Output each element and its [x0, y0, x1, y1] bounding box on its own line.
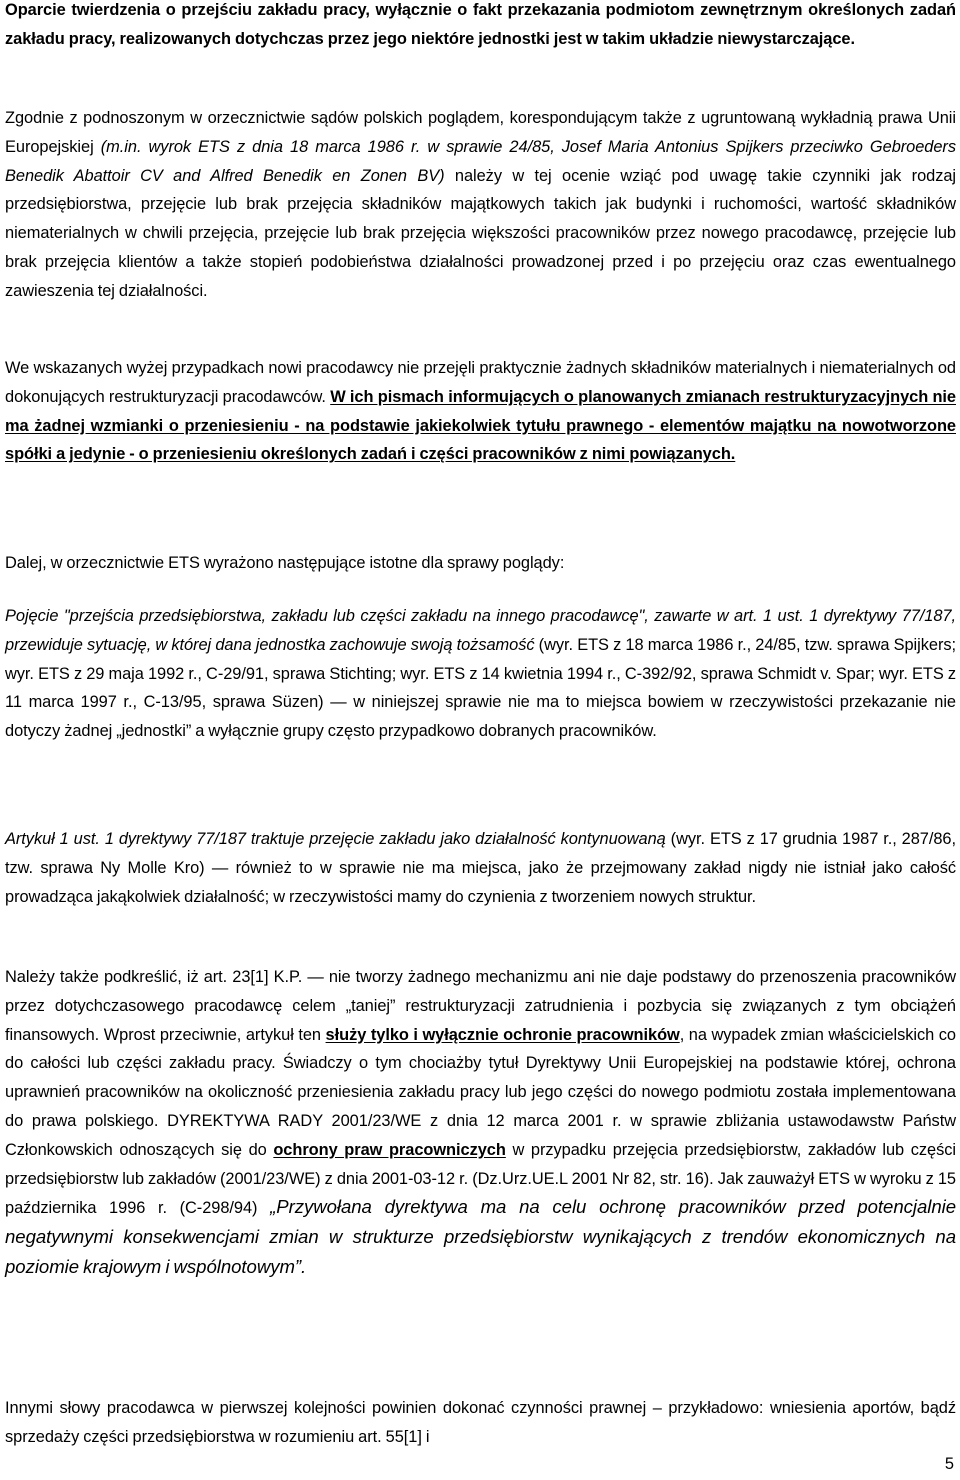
paragraph-8: Innymi słowy pracodawca w pierwszej kolejności powinien dokonać czynności prawnej – przykładowo: wniesienia aportów, bądź sprzedaży części przedsiębiorstwa w rozumieniu art. 55[1] i — [5, 1399, 956, 1446]
paragraph-3: We wskazanych wyżej przypadkach nowi pracodawcy nie przejęli praktycznie żadnych składników materialnych i niematerialnych od dokonujących restrukturyzacji pracodawców. W ich pismach informujących o planowanych zmianach restrukturyzacyjnych nie ma żadnej wzmianki o przeniesieniu - na podstawie jakiekolwiek tytułu prawnego - elementów majątku na nowotworzone spółki a jedynie - o przeniesieniu określonych zadań i części pracowników z nimi powiązanych. — [5, 359, 956, 464]
page-number: 5 — [944, 1455, 954, 1473]
paragraph-5: Pojęcie "przejścia przedsiębiorstwa, zakładu lub części zakładu na innego pracodawcę", zawarte w art. 1 ust. 1 dyrektywy 77/187, przewiduje sytuację, w której dana jednostka zachowuje swoją tożsamość (wyr. ETS z 18 marca 1986 r., 24/85, tzw. sprawa Spijkers; wyr. ETS z 29 maja 1992 r., C-29/91, sprawa Stichting; wyr. ETS z 14 kwietnia 1994 r., C-392/92, sprawa Schmidt v. Spar; wyr. ETS z 11 marca 1997 r., C-13/95, sprawa Süzen) — w niniejszej sprawie nie ma to miejsca bowiem w rzeczywistości przekazanie nie dotyczy żadnej „jednostki” a wyłącznie grupy często przypadkowo dobranych pracowników. — [5, 607, 957, 741]
paragraph-7: Należy także podkreślić, iż art. 23[1] K.P. — nie tworzy żadnego mechanizmu ani nie daje podstawy do przenoszenia pracowników przez dotychczasowego pracodawcę celem „taniej” restrukturyzacji zatrudnienia i pozbycia się związanych z tym obciążeń finansowych. Wprost przeciwnie, artykuł ten służy tylko i wyłącznie ochronie pracowników, na wypadek zmian właścicielskich co do całości lub części zakładu pracy. Świadczy o tym chociażby tytuł Dyrektywy Unii Europejskiej na podstawie której, ochrona uprawnień pracowników na okoliczność przeniesienia zakładu pracy lub jego części do nowego podmiotu została implementowana do prawa polskiego. DYREKTYWA RADY 2001/23/WE z dnia 12 marca 2001 r. w sprawie zbliżania ustawodawstw Państw Członkowskich odnoszących się do ochrony praw pracowniczych w przypadku przejęcia przedsiębiorstw, zakładów lub części przedsiębiorstw lub zakładów (2001/23/WE) z dnia 2001-03-12 r. (Dz.Urz.UE.L 2001 Nr 82, str. 16). Jak zauważył ETS w wyroku z 15 października 1996 r. (C-298/94) „Przywołana dyrektywa ma na celu ochronę pracowników przed potencjalnie negatywnymi konsekwencjami zmian w strukturze przedsiębiorstw wynikających z trendów ekonomicznych na poziomie krajowym i wspólnotowym”. — [5, 968, 957, 1277]
paragraph-6: Artykuł 1 ust. 1 dyrektywy 77/187 traktuje przejęcie zakładu jako działalność kontynuowaną (wyr. ETS z 17 grudnia 1987 r., 287/86, tzw. sprawa Ny Molle Kro) — również to w sprawie nie ma miejsca, jako że przejmowany zakład nigdy nie istniał jako całość prowadząca jakąkolwiek działalność; w rzeczywistości mamy do czynienia z tworzeniem nowych struktur. — [5, 830, 956, 906]
paragraph-1: Oparcie twierdzenia o przejściu zakładu pracy, wyłącznie o fakt przekazania podmiotom zewnętrznym określonych zadań zakładu pracy, realizowanych dotychczas przez jego niektóre jednostki jest w takim układzie niewystarczające. — [5, 1, 956, 48]
paragraph-4: Dalej, w orzecznictwie ETS wyrażono następujące istotne dla sprawy poglądy: — [5, 554, 565, 572]
paragraph-2: Zgodnie z podnoszonym w orzecznictwie sądów polskich poglądem, korespondującym także z ugruntowaną wykładnią prawa Unii Europejskiej (m.in. wyrok ETS z dnia 18 marca 1986 r. w sprawie 24/85, Josef Maria Antonius Spijkers przeciwko Gebroeders Benedik Abattoir CV and Alfred Benedik en Zonen BV) należy w tej ocenie wziąć pod uwagę takie czynniki jak rodzaj przedsiębiorstwa, przejęcie lub brak przejęcia składników majątkowych takich jak budynki i ruchomości, wartość składników niematerialnych w chwili przejęcia, przejęcie lub brak przejęcia większości pracowników przez nowego pracodawcę, przejęcie lub brak przejęcia klientów a także stopień podobieństwa działalności prowadzonej przed i po przejęciu oraz czas ewentualnego zawieszenia tej działalności. — [5, 109, 957, 300]
